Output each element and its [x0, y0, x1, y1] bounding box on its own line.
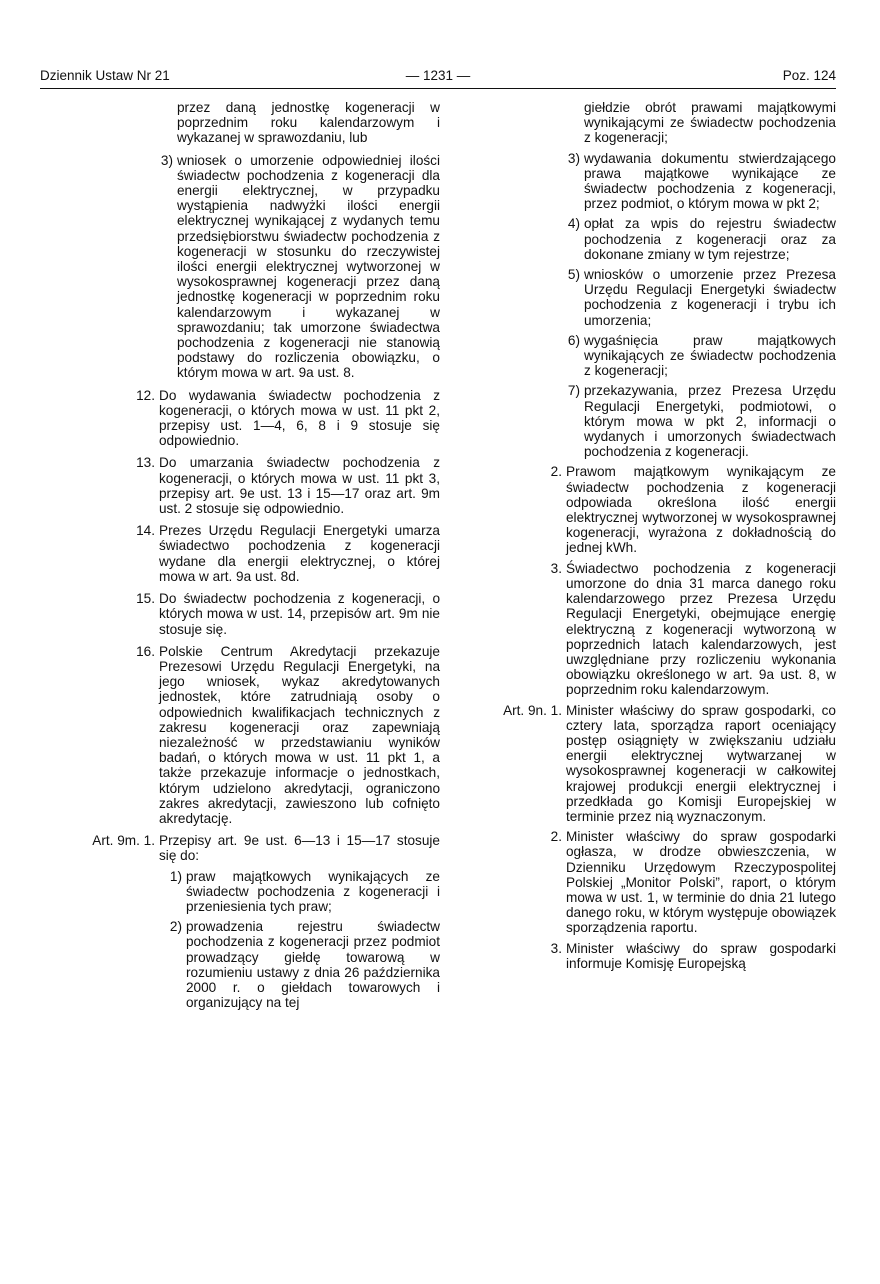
art9m-point-3: [488, 151, 836, 212]
point-label: 7): [567, 383, 580, 399]
art9m-point-6: [488, 333, 836, 379]
article-9m: [40, 833, 440, 863]
continuation-text: przez daną jednostkę kogeneracji w poprzednim roku kalendarzowym i wykazanej w sprawozdaniu, lub: [177, 100, 440, 146]
point-label: 4): [567, 216, 580, 232]
right-column: [488, 100, 836, 971]
point-text: wniosków o umorzenie przez Prezesa Urzędu Regulacji Energetyki świadectw pochodzenia z kogeneracji i trybu ich umorzenia;: [584, 267, 836, 328]
art9m-point-2: [40, 919, 440, 1010]
section-text: Do wydawania świadectw pochodzenia z kogeneracji, o których mowa w ust. 11 pkt 2, przepisy ust. 1—4, 6, 8 i 9 stosuje się odpowiednio.: [159, 387, 440, 449]
section-label: 2.: [550, 464, 562, 480]
section-label: 2.: [550, 829, 562, 845]
point-text: opłat za wpis do rejestru świadectw pochodzenia z kogeneracji oraz za dokonane zmiany w tym rejestrze;: [584, 216, 836, 262]
art9m-section-2: [488, 464, 836, 555]
section-label: 13.: [136, 455, 155, 471]
art9n-section-3: [488, 941, 836, 971]
point-label: 2): [169, 919, 182, 935]
section-text: Świadectwo pochodzenia z kogeneracji umorzone do dnia 31 marca danego roku kalendarzowego przez Prezesa Urzędu Regulacji Energetyki, obejmujące energię elektryczną z kogeneracji wytworzoną w poprzednich latach kalendarzowych, jest uwzględniane przy rozliczeniu wykonania obowiązku określonego w art. 9a ust. 8, w poprzednim roku kalendarzowym.: [566, 560, 836, 698]
article-9n: [488, 703, 836, 825]
article-text: Przepisy art. 9e ust. 6—13 i 15—17 stosuje się do:: [159, 833, 440, 864]
point-text: wniosek o umorzenie odpowiedniej ilości świadectw pochodzenia z kogeneracji dla energii elektrycznej, w przypadku wystąpienia nadwyżki ilości energii elektrycznej wynikającej z wydanych temu przedsiębiorstwu świadectw pochodzenia z kogeneracji w stosunku do rzeczywistej ilości energii elektrycznej wytworzonej w wysokosprawnej kogeneracji przez daną jednostkę kogeneracji w poprzednim roku kalendarzowym i wykazanej w sprawozdaniu; tak umorzone świadectwa pochodzenia z kogeneracji nie stanowią podstawy do rozliczenia obowiązku, o którym mowa w art. 9a ust. 8.: [177, 152, 440, 381]
point-text: wygaśnięcia praw majątkowych wynikających ze świadectw pochodzenia z kogeneracji;: [584, 332, 836, 379]
point-label: 3): [160, 152, 173, 168]
section-label: 15.: [136, 591, 155, 607]
art9m-section-3: [488, 561, 836, 698]
section-14: [40, 523, 440, 584]
point-text: przekazywania, przez Prezesa Urzędu Regulacji Energetyki, podmiotowi, o którym mowa w pkt 2, informacji o wydanych i umorzonych świadectwach pochodzenia z kogeneracji.: [584, 383, 836, 460]
art9m-point-1: [40, 869, 440, 915]
section-text: Minister właściwy do spraw gospodarki informuje Komisję Europejską: [566, 940, 836, 971]
section-label: 3.: [550, 560, 562, 576]
section-label: 3.: [550, 940, 562, 956]
article-text: Minister właściwy do spraw gospodarki, co cztery lata, sporządza raport oceniający postęp osiągnięty w zwiększaniu udziału energii elektrycznej wytwarzanej w wysokosprawnej kogeneracji w całkowitej krajowej produkcji energii elektrycznej i przedkłada go Komisji Europejskiej w terminie przez nią wyznaczonym.: [566, 702, 836, 824]
point-text: wydawania dokumentu stwierdzającego prawa majątkowe wynikające ze świadectw pochodzenia z kogeneracji, przez podmiot, o którym mowa w pkt 2;: [584, 150, 836, 212]
art9m-point-5: [488, 267, 836, 328]
point-label: 3): [567, 150, 580, 166]
page-number: — 1231 —: [405, 68, 471, 83]
article-label: Art. 9m. 1.: [92, 833, 155, 849]
point-text: prowadzenia rejestru świadectw pochodzenia z kogeneracji przez podmiot prowadzący giełdę towarową w rozumieniu ustawy z dnia 26 października 2000 r. o giełdach towarowych i organizujący na tej: [186, 919, 440, 1011]
section-text: Do umarzania świadectw pochodzenia z kogeneracji, o których mowa w ust. 11 pkt 3, przepisy art. 9e ust. 13 i 15—17 oraz art. 9m ust. 2 stosuje się odpowiednio.: [159, 455, 440, 517]
section-12: [40, 388, 440, 449]
section-text: Polskie Centrum Akredytacji przekazuje Prezesowi Urzędu Regulacji Energetyki, na jego wniosek, wykaz akredytowanych jednostek, które zatrudniają osoby o odpowiednich kwalifikacjach technicznych z zakresu kogeneracji oraz zapewniają niezależność w przedstawianiu wyników badań, o których mowa w ust. 11 pkt 1, a także przekazuje informacje o jednostkach, którym udzielono akredytacji, ograniczono zakres akredytacji, zawieszono lub cofnięto akredytację.: [159, 643, 440, 826]
section-13: [40, 455, 440, 516]
point-label: 6): [567, 332, 580, 348]
article-label: Art. 9n. 1.: [503, 702, 562, 718]
point-text: praw majątkowych wynikających ze świadectw pochodzenia z kogeneracji i przeniesienia tych praw;: [186, 868, 440, 914]
point-label: 5): [567, 267, 580, 283]
point-3: [40, 153, 440, 381]
continuation-text: giełdzie obrót prawami majątkowymi wynikającymi ze świadectw pochodzenia z kogeneracji;: [584, 100, 836, 146]
header-rule: [40, 88, 836, 89]
art9m-point-4: [488, 216, 836, 262]
art9m-point-7: [488, 383, 836, 459]
journal-title: Dziennik Ustaw Nr 21: [40, 68, 170, 83]
section-text: Prezes Urzędu Regulacji Energetyki umarza świadectwo pochodzenia z kogeneracji wydane dla energii elektrycznej, o której mowa w art. 9a ust. 8d.: [159, 523, 440, 584]
page-header: [40, 68, 836, 86]
art9n-section-2: [488, 829, 836, 935]
section-15: [40, 591, 440, 637]
point-label: 1): [169, 868, 182, 884]
left-column: [40, 100, 440, 1010]
section-label: 14.: [136, 523, 155, 539]
section-label: 12.: [136, 387, 155, 403]
section-text: Prawom majątkowym wynikającym ze świadectw pochodzenia z kogeneracji odpowiada określona ilość energii elektrycznej wytworzonej w wysokosprawnej kogeneracji, wyrażona z dokładnością do jednej kWh.: [566, 464, 836, 556]
section-text: Do świadectw pochodzenia z kogeneracji, o których mowa w ust. 14, przepisów art. 9m nie stosuje się.: [159, 591, 440, 637]
section-16: [40, 644, 440, 826]
position-number: Poz. 124: [782, 68, 836, 83]
section-text: Minister właściwy do spraw gospodarki ogłasza, w drodze obwieszczenia, w Dzienniku Urzędowym Rzeczypospolitej Polskiej „Monitor Polski”, raport, o którym mowa w ust. 1, w terminie do dnia 21 lutego danego roku, w którym występuje obowiązek sporządzenia raportu.: [566, 829, 836, 936]
section-label: 16.: [136, 643, 155, 659]
